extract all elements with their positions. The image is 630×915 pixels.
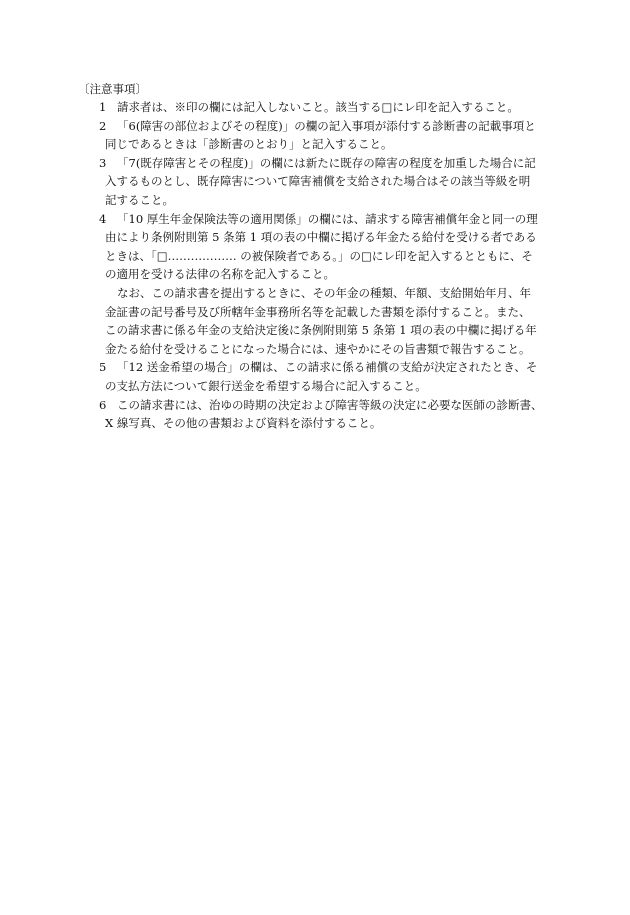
note-line: 入するものとし、既存障害について障害補償を支給された場合はその該当等級を明 (105, 174, 531, 189)
note-number: 2 (99, 118, 107, 133)
note-item-1 (0, 98, 630, 117)
note-number: 4 (99, 211, 107, 226)
note-item-2 (0, 117, 630, 154)
note-item-6 (0, 396, 630, 433)
note-line: ときは、「□……………… の被保険者である。」の□にレ印を記入するとともに、そ (105, 248, 533, 263)
notes-heading: 〔注意事項〕 (78, 82, 147, 96)
note-line: この請求書には、治ゆの時期の決定および障害等級の決定に必要な医師の診断書、 (117, 397, 543, 412)
note-supplement-line: なお、この請求書を提出するときに、その年金の種類、年額、支給開始年月、年 (117, 285, 531, 300)
note-line: 記すること。 (105, 192, 174, 207)
note-item-3 (0, 154, 630, 210)
note-number: 5 (99, 360, 107, 375)
note-line: 同じであるときは「診断書のとおり」と記入すること。 (105, 137, 393, 152)
note-line: の適用を受ける法律の名称を記入すること。 (105, 267, 335, 282)
note-line: 請求者は、※印の欄には記入しないこと。該当する□にレ印を記入すること。 (117, 100, 519, 114)
note-line: 「10 厚生年金保険法等の適用関係」の欄には、請求する障害補償年金と同一の理 (117, 211, 538, 226)
note-supplement-line: この請求書に係る年金の支給決定後に条例附則第 5 条第 1 項の表の中欄に掲げる年 (105, 323, 537, 338)
note-item-5 (0, 358, 630, 395)
notes-list (0, 98, 630, 433)
note-supplement-line: 金たる給付を受けることになった場合には、速やかにその旨書類で報告すること。 (105, 341, 531, 356)
note-line: 「6(障害の部位およびその程度)」の欄の記入事項が添付する診断書の記載事項と (117, 118, 536, 133)
note-number: 6 (99, 397, 107, 412)
note-supplement-line: 金証書の記号番号及び所轄年金事務所名等を記載した書類を添付すること。また、 (105, 304, 531, 319)
note-line: 「7(既存障害とその程度)」の欄には新たに既存の障害の程度を加重した場合に記 (117, 155, 536, 170)
note-line: の支払方法について銀行送金を希望する場合に記入すること。 (105, 378, 427, 393)
note-item-4 (0, 210, 630, 359)
note-number: 3 (99, 155, 107, 170)
note-number: 1 (99, 100, 107, 114)
note-line: 由により条例附則第 5 条第 1 項の表の中欄に掲げる年金たる給付を受ける者である (105, 230, 537, 245)
note-line: X 線写真、その他の書類および資料を添付すること。 (105, 416, 382, 431)
note-line: 「12 送金希望の場合」の欄は、この請求に係る補償の支給が決定されたとき、そ (117, 360, 538, 375)
